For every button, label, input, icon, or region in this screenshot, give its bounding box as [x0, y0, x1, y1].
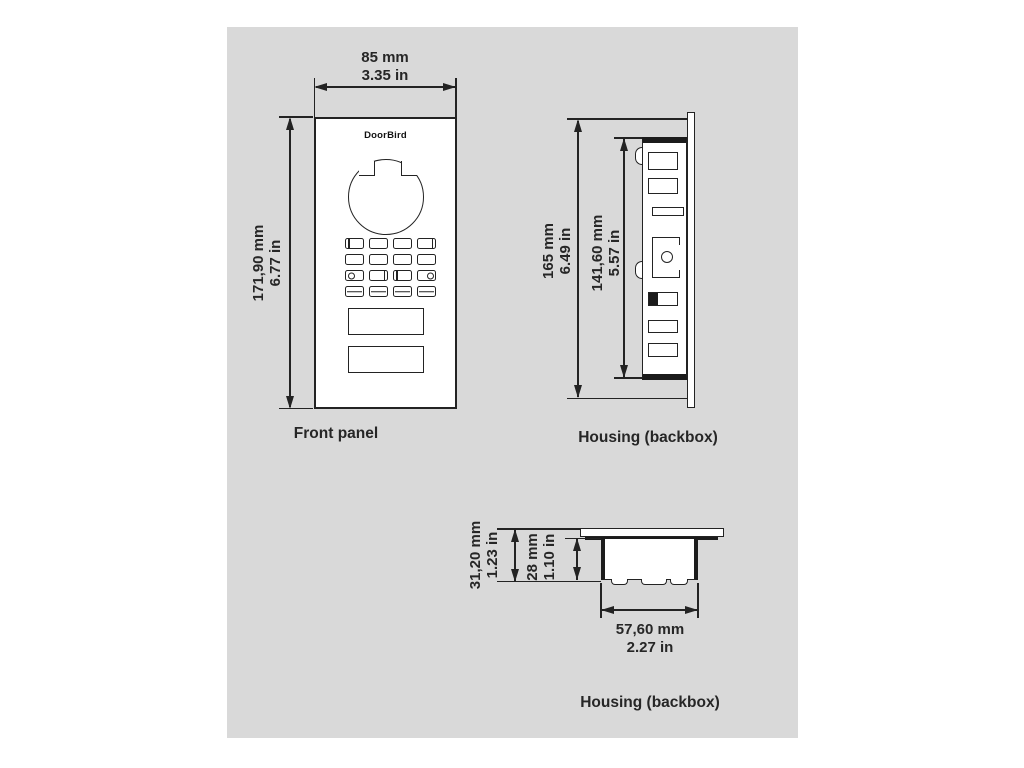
keypad-key	[345, 270, 364, 281]
backbox-slot	[648, 343, 678, 357]
extension-line	[614, 377, 642, 379]
dimension-in: 6.49 in	[557, 227, 574, 275]
keypad-key	[417, 286, 436, 297]
arrowhead-up-icon	[573, 538, 581, 551]
backbox-slot	[648, 292, 678, 306]
dimension-mm: 165 mm	[540, 223, 557, 279]
arrowhead-left-icon	[314, 83, 327, 91]
dimension-line	[602, 609, 697, 611]
nameplate-slot-upper	[348, 308, 424, 335]
front-view-caption: Front panel	[293, 425, 379, 442]
dimension-line	[623, 139, 625, 377]
camera-notch-left	[359, 161, 375, 176]
front-width-dimension-label	[310, 49, 460, 85]
mounting-cam-lower	[635, 261, 642, 279]
arrowhead-up-icon	[511, 529, 519, 542]
dimension-mm: 28 mm	[524, 533, 541, 581]
backbox-foot	[670, 579, 688, 585]
arrowhead-down-icon	[574, 385, 582, 398]
extension-line	[614, 137, 642, 139]
backbox-slot	[652, 207, 684, 216]
keypad-key	[417, 238, 436, 249]
doorbird-logo: DoorBird	[364, 130, 407, 141]
backbox-foot	[641, 579, 667, 585]
dimension-in: 3.35 in	[361, 67, 409, 84]
keypad-key	[393, 238, 412, 249]
bottom-width-dimension-label	[575, 621, 725, 657]
extension-line	[567, 398, 687, 400]
side-inner-dimension-label	[589, 215, 623, 292]
keypad-key	[369, 238, 388, 249]
keypad-key	[417, 270, 436, 281]
bottom-box-depth-label	[524, 533, 558, 581]
keypad-key	[369, 270, 388, 281]
dimension-in: 5.57 in	[606, 229, 623, 277]
extension-line	[497, 528, 580, 530]
extension-line	[567, 118, 687, 120]
keypad-key	[393, 286, 412, 297]
dimension-mm: 57,60 mm	[615, 621, 685, 638]
nameplate-slot-lower	[348, 346, 424, 373]
arrowhead-right-icon	[685, 606, 698, 614]
front-height-dimension-label	[250, 225, 284, 302]
dimension-line	[577, 121, 579, 397]
keypad-key	[369, 254, 388, 265]
keypad-key	[345, 254, 364, 265]
dimension-line	[289, 119, 291, 407]
dimension-in: 1.23 in	[484, 531, 501, 579]
arrowhead-down-icon	[573, 567, 581, 580]
dimension-in: 2.27 in	[626, 639, 674, 656]
extension-line	[279, 116, 313, 118]
dimension-mm: 171,90 mm	[250, 224, 267, 302]
dimension-line	[316, 86, 455, 88]
dimension-mm: 31,20 mm	[467, 520, 484, 590]
dimension-mm: 141,60 mm	[589, 214, 606, 292]
arrowhead-left-icon	[601, 606, 614, 614]
keypad-key	[345, 286, 364, 297]
arrowhead-right-icon	[443, 83, 456, 91]
side-outer-dimension-label	[540, 223, 574, 279]
extension-line	[565, 538, 601, 540]
arrowhead-down-icon	[511, 569, 519, 582]
keypad-key	[369, 286, 388, 297]
keypad-key	[345, 238, 364, 249]
backbox-slot	[648, 320, 678, 333]
arrowhead-down-icon	[286, 396, 294, 409]
side-front-plate	[687, 112, 695, 408]
mounting-cam-upper	[635, 147, 642, 165]
dimension-in: 6.77 in	[267, 239, 284, 287]
backbox-slot	[648, 178, 678, 194]
arrowhead-up-icon	[286, 117, 294, 130]
camera-notch-right	[401, 161, 417, 176]
keypad-key	[417, 254, 436, 265]
arrowhead-up-icon	[574, 119, 582, 132]
dimension-in: 1.10 in	[541, 533, 558, 581]
backbox-slot	[648, 152, 678, 170]
bottom-backbox-outline	[601, 539, 698, 580]
bottom-total-depth-label	[467, 521, 501, 589]
keypad-key	[393, 270, 412, 281]
backbox-foot	[611, 579, 628, 585]
extension-line	[279, 408, 313, 410]
dimension-mm: 85 mm	[361, 49, 409, 66]
keypad-key	[393, 254, 412, 265]
side-view-caption: Housing (backbox)	[578, 429, 718, 446]
keypad	[345, 238, 436, 297]
arrowhead-up-icon	[620, 138, 628, 151]
bottom-view-caption: Housing (backbox)	[580, 694, 720, 711]
bracket-screw-hole	[661, 251, 673, 263]
arrowhead-down-icon	[620, 365, 628, 378]
